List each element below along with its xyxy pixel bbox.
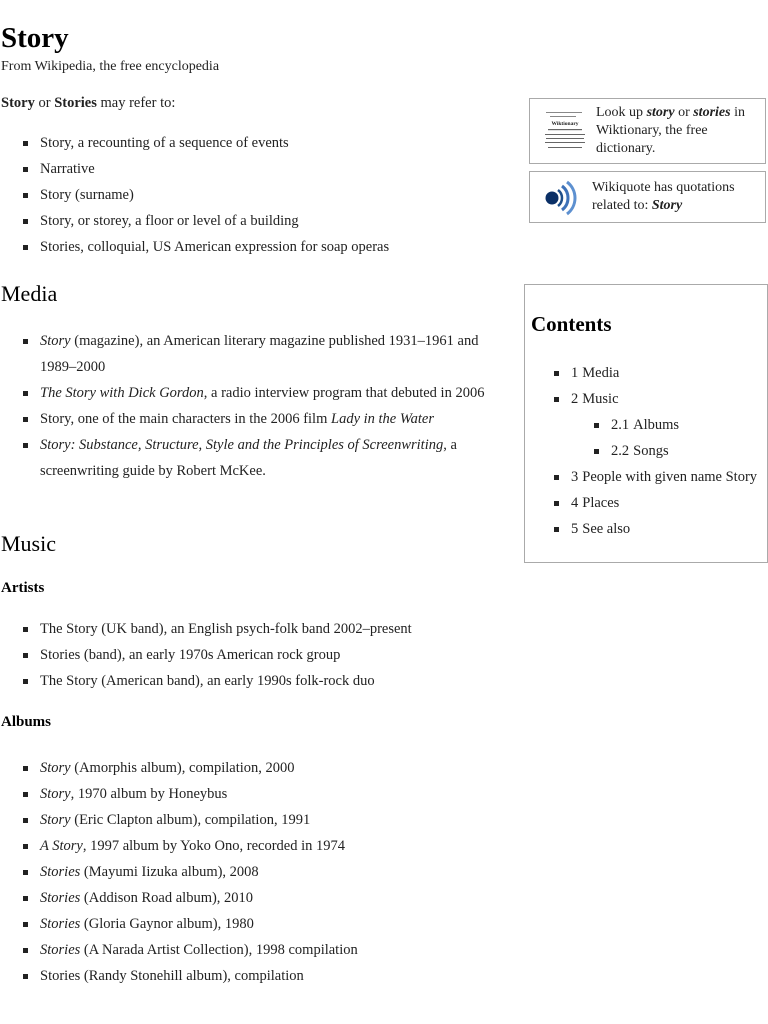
item-title[interactable]: Story (40, 812, 71, 828)
toc-item[interactable] (553, 516, 757, 542)
section-heading-media: Media (1, 281, 58, 306)
item-title[interactable]: Story (40, 760, 71, 776)
intro-term-stories: Stories (54, 95, 97, 111)
item-text: Story, one of the main characters in the 2006 film (40, 411, 331, 427)
intro-or: or (34, 95, 55, 111)
wikiquote-box-text (592, 179, 762, 215)
list-item[interactable] (22, 781, 512, 807)
list-item[interactable] (22, 963, 512, 989)
wiktionary-text-or: or (674, 105, 694, 120)
list-item[interactable] (22, 911, 512, 937)
item-title[interactable]: Story (40, 333, 71, 349)
subheading-artists: Artists (1, 580, 45, 596)
wikiquote-box[interactable] (529, 171, 766, 223)
item-text: , a radio interview program that debuted in 2006 (203, 385, 485, 401)
intro-term-story: Story (1, 95, 35, 111)
list-item[interactable]: Story, or storey, a floor or level of a building (22, 208, 512, 234)
page-title: Story (1, 22, 69, 54)
albums-list (22, 755, 512, 989)
wiktionary-logo-caption: Wiktionary (551, 121, 579, 127)
item-title[interactable]: Story (40, 786, 71, 802)
list-item[interactable]: The Story (UK band), an English psych-folk band 2002–present (22, 616, 512, 642)
page-subtitle: From Wikipedia, the free encyclopedia (1, 59, 220, 74)
list-item[interactable]: Narrative (22, 156, 512, 182)
toc-number: 4 (571, 495, 579, 511)
list-item[interactable] (22, 859, 512, 885)
item-text: (Gloria Gaynor album), 1980 (80, 916, 254, 932)
item-text: , 1970 album by Honeybus (70, 786, 228, 802)
item-text: (Amorphis album), compilation, 2000 (70, 760, 295, 776)
intro-rest: may refer to: (96, 95, 176, 111)
list-item[interactable]: Story, a recounting of a sequence of events (22, 130, 512, 156)
artists-list (22, 616, 512, 694)
toc-label[interactable]: People with given name Story (582, 469, 758, 485)
item-title[interactable]: Lady in the Water (331, 411, 434, 427)
toc-item[interactable] (593, 412, 757, 438)
toc-label[interactable]: Songs (633, 443, 669, 459)
item-title[interactable]: Stories (40, 942, 81, 958)
list-item[interactable]: Stories, colloquial, US American expression for soap operas (22, 234, 512, 260)
table-of-contents (524, 284, 768, 563)
toc-item[interactable] (593, 438, 757, 464)
list-item[interactable] (22, 807, 512, 833)
item-text: (Mayumi Iizuka album), 2008 (80, 864, 259, 880)
item-text: Stories (Randy Stonehill album), compilation (40, 968, 304, 984)
item-title[interactable]: The Story with Dick Gordon (40, 385, 204, 401)
wiktionary-link-story[interactable]: story (646, 105, 675, 120)
item-text: (magazine), an American literary magazine published 1931–1961 and 1989–2000 (40, 333, 479, 375)
subheading-albums: Albums (1, 714, 52, 730)
general-meanings-list (22, 130, 512, 260)
list-item[interactable]: Story (surname) (22, 182, 512, 208)
wikiquote-link-story[interactable]: Story (651, 198, 683, 213)
item-title[interactable]: A Story (40, 838, 83, 854)
toc-number: 3 (571, 469, 579, 485)
toc-number: 5 (571, 521, 579, 537)
wiktionary-text-post: in Wiktionary, the free dictionary. (596, 105, 745, 156)
list-item[interactable] (22, 755, 512, 781)
list-item[interactable] (22, 432, 512, 484)
item-title[interactable]: Stories (40, 890, 81, 906)
toc-number: 1 (571, 365, 579, 381)
toc-number: 2 (571, 391, 579, 407)
wiktionary-box[interactable] (529, 98, 766, 164)
item-text: (Addison Road album), 2010 (80, 890, 254, 906)
list-item[interactable] (22, 406, 512, 432)
media-list (22, 328, 512, 484)
intro-sentence (1, 93, 175, 113)
toc-item[interactable] (553, 490, 757, 516)
toc-label[interactable]: Albums (633, 417, 680, 433)
section-heading-music: Music (1, 531, 56, 556)
wikiquote-logo-icon (542, 177, 582, 217)
toc-label[interactable]: See also (582, 521, 631, 537)
list-item[interactable]: Stories (band), an early 1970s American rock group (22, 642, 512, 668)
list-item[interactable] (22, 833, 512, 859)
toc-item[interactable] (553, 464, 757, 490)
item-text: , a screenwriting guide by Robert McKee. (40, 437, 457, 479)
wiktionary-box-text (596, 104, 762, 158)
wiktionary-text-pre: Look up (596, 105, 647, 120)
item-text: , 1997 album by Yoko Ono, recorded in 1974 (82, 838, 346, 854)
toc-list (553, 360, 757, 542)
toc-label[interactable]: Places (582, 495, 620, 511)
list-item[interactable] (22, 937, 512, 963)
toc-item[interactable] (553, 360, 757, 386)
item-text: (A Narada Artist Collection), 1998 compilation (80, 942, 358, 958)
wikiquote-text-pre: Wikiquote has quotations related to: (592, 180, 735, 213)
toc-item[interactable] (553, 386, 757, 412)
list-item[interactable] (22, 380, 512, 406)
toc-title: Contents (531, 312, 612, 336)
toc-label[interactable]: Music (582, 391, 619, 407)
item-title[interactable]: Stories (40, 916, 81, 932)
wiktionary-link-stories[interactable]: stories (693, 105, 731, 120)
item-text: (Eric Clapton album), compilation, 1991 (70, 812, 311, 828)
toc-number: 2.2 (611, 443, 630, 459)
item-title[interactable]: Stories (40, 864, 81, 880)
item-title[interactable]: Story: Substance, Structure, Style and the Principles of Screenwriting (40, 437, 444, 453)
toc-label[interactable]: Media (582, 365, 620, 381)
wiktionary-logo-icon (542, 106, 588, 158)
list-item[interactable] (22, 885, 512, 911)
list-item[interactable]: The Story (American band), an early 1990s folk-rock duo (22, 668, 512, 694)
toc-number: 2.1 (611, 417, 630, 433)
list-item[interactable] (22, 328, 512, 380)
